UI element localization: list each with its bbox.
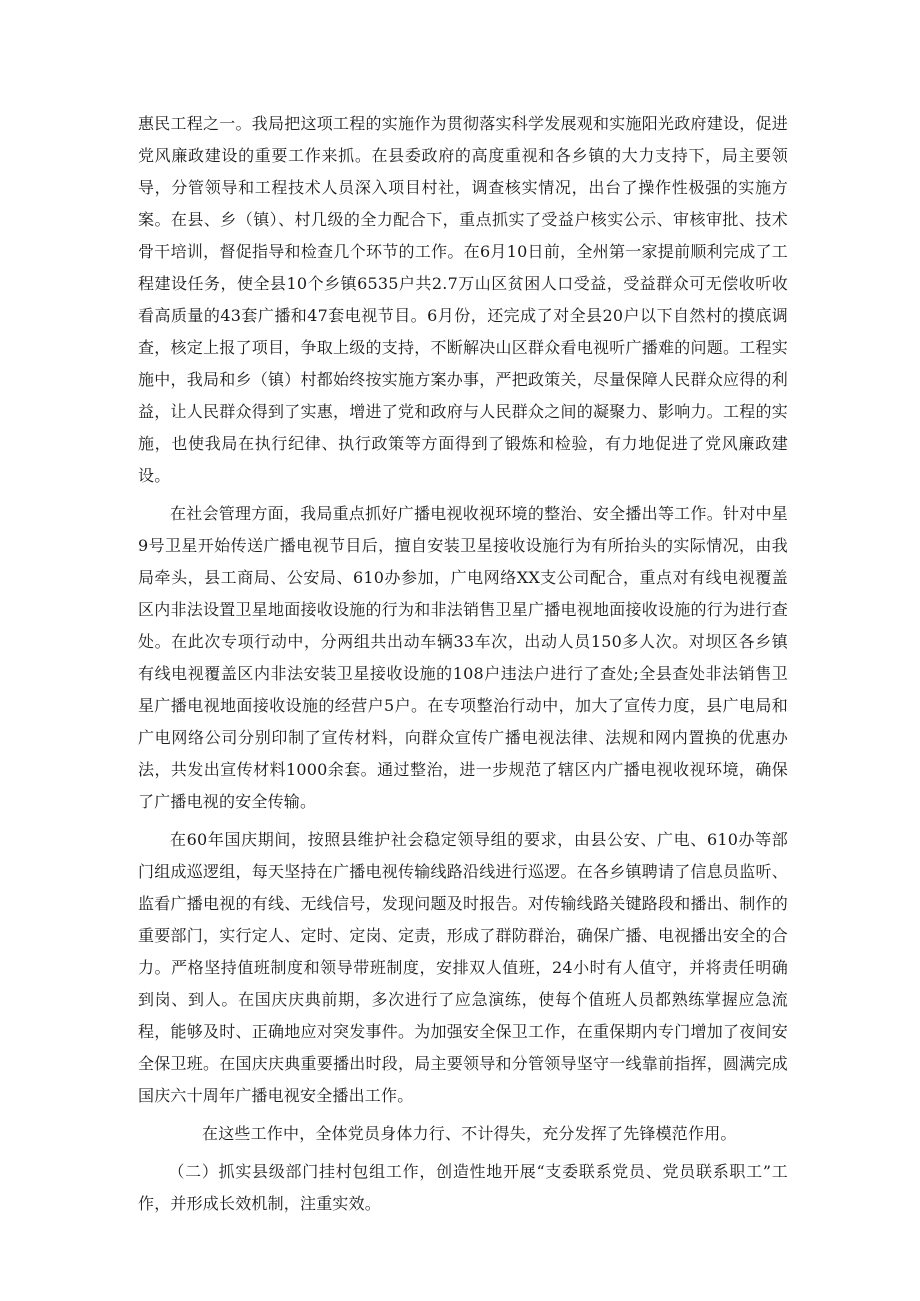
document-body xyxy=(138,108,788,1226)
paragraph-section-two-heading: （二）抓实县级部门挂村包组工作，创造性地开展“支委联系党员、党员联系职工”工作，并形成长效机制，注重实效。 xyxy=(138,1162,788,1213)
paragraph-national-day-security: 在60年国庆期间，按照县维护社会稳定领导组的要求，由县公安、广电、610办等部门组成巡逻组，每天坚持在广播电视传输线路沿线进行巡逻。在各乡镇聘请了信息员监听、监看广播电视的有线、无线信号，发现问题及时报告。对传输线路关键路段和播出、制作的重要部门，实行定人、定时、定岗、定责，形成了群防群治，确保广播、电视播出安全的合力。严格坚持值班制度和领导带班制度，安排双人值班，24小时有人值守，并将责任明确到岗、到人。在国庆庆典前期，多次进行了应急演练，使每个值班人员都熟练掌握应急流程，能够及时、正确地应对突发事件。为加强安全保卫工作，在重保期内专门增加了夜间安全保卫班。在国庆庆典重要播出时段，局主要领导和分管领导坚守一线靠前指挥，圆满完成国庆六十周年广播电视安全播出工作。 xyxy=(138,830,788,1105)
paragraph-party-members-role: 在这些工作中，全体党员身体力行、不计得失，充分发挥了先锋模范作用。 xyxy=(202,1124,737,1143)
paragraph-project-implementation: 惠民工程之一。我局把这项工程的实施作为贯彻落实科学发展观和实施阳光政府建设，促进党风廉政建设的重要工作来抓。在县委政府的高度重视和各乡镇的大力支持下，局主要领导，分管领导和工程技术人员深入项目村社，调查核实情况，出台了操作性极强的实施方案。在县、乡（镇）、村几级的全力配合下，重点抓实了受益户核实公示、审核审批、技术骨干培训，督促指导和检查几个环节的工作。在6月10日前，全州第一家提前顺利完成了工程建设任务，使全县10个乡镇6535户共2.7万山区贫困人口受益，受益群众可无偿收听收看高质量的43套广播和47套电视节目。6月份，还完成了对全县20户以下自然村的摸底调查，核定上报了项目，争取上级的支持，不断解决山区群众看电视听广播难的问题。工程实施中，我局和乡（镇）村都始终按实施方案办事，严把政策关，尽量保障人民群众应得的利益，让人民群众得到了实惠，增进了党和政府与人民群众之间的凝聚力、影响力。工程的实施，也使我局在执行纪律、执行政策等方面得到了锻炼和检验，有力地促进了党风廉政建设。 xyxy=(138,114,788,485)
paragraph-social-management: 在社会管理方面，我局重点抓好广播电视收视环境的整治、安全播出等工作。针对中星9号卫星开始传送广播电视节目后，擅自安装卫星接收设施行为有所抬头的实际情况，由我局牵头，县工商局、公安局、610办参加，广电网络XX支公司配合，重点对有线电视覆盖区内非法设置卫星地面接收设施的行为和非法销售卫星广播电视地面接收设施的行为进行查处。在此次专项行动中，分两组共出动车辆33车次，出动人员150多人次。对坝区各乡镇有线电视覆盖区内非法安装卫星接收设施的108户违法户进行了查处;全县查处非法销售卫星广播电视地面接收设施的经营户5户。在专项整治行动中，加大了宣传力度，县广电局和广电网络公司分别印制了宣传材料，向群众宣传广播电视法律、法规和网内置换的优惠办法，共发出宣传材料1000余套。通过整治，进一步规范了辖区内广播电视收视环境，确保了广播电视的安全传输。 xyxy=(138,504,788,811)
